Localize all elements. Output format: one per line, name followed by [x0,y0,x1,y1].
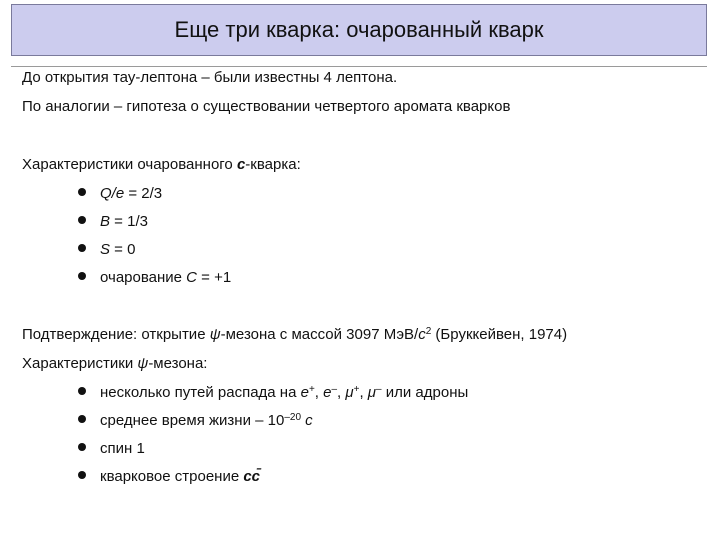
mu-minus-charge: – [376,384,382,395]
intro-line-1: До открытия тау-лептона – были известны 4 лептона. [22,69,398,86]
title-box [11,4,707,56]
strangeness-symbol: S [100,241,111,258]
bullet-dot [78,244,86,252]
psi-quark-structure [100,468,260,486]
confirmation-text-before: Подтверждение: открытие [22,326,210,343]
lifetime-unit: с [301,412,313,429]
charm-text: очарование [100,269,187,286]
c-quark-charge [100,185,162,203]
c-quark-symbol: c [236,156,246,173]
title-divider [11,66,707,67]
bullet-dot [78,415,86,423]
separator: , [337,384,346,401]
positron-symbol: e [300,384,309,401]
structure-text: кварковое строение [100,468,244,485]
psi-symbol: ψ [209,326,221,343]
separator: , [314,384,324,401]
c-quark-heading-suffix: -кварка: [245,156,301,173]
confirmation-line [22,326,567,344]
decay-text: несколько путей распада на [100,384,301,401]
lifetime-exponent: –20 [284,412,302,423]
psi-lifetime [100,412,313,430]
c-quark-heading [22,156,301,174]
c-quark-charm [100,269,231,287]
psi-meson-heading [22,355,207,373]
bullet-dot [78,272,86,280]
electron-charge: – [331,384,338,395]
charm-symbol: C [186,269,198,286]
structure-symbol: cc̄ [243,468,261,485]
psi-heading-symbol: ψ [137,355,149,372]
electron-symbol: e [323,384,332,401]
bullet-dot [78,387,86,395]
baryon-symbol: B [100,213,111,230]
psi-spin: спин 1 [100,440,145,457]
charge-value: = 2/3 [124,185,163,202]
c-quark-heading-text: Характеристики очарованного [22,156,237,173]
confirmation-text-after: (Бруккейвен, 1974) [431,326,568,343]
charge-symbol: Q/e [100,185,125,202]
confirmation-text-mid: -мезона с массой 3097 МэВ/ [220,326,419,343]
mu-minus-symbol: μ [367,384,377,401]
c-quark-strangeness [100,241,135,259]
bullet-dot [78,188,86,196]
strangeness-value: = 0 [110,241,136,258]
bullet-dot [78,471,86,479]
c-quark-baryon [100,213,148,231]
slide-title: Еще три кварка: очарованный кварк [174,17,544,42]
c-symbol: c [418,326,426,343]
psi-decay-modes [100,384,468,402]
baryon-value: = 1/3 [110,213,148,230]
charm-value: = +1 [197,269,232,286]
mu-plus-symbol: μ [345,384,354,401]
exponent: 2 [425,326,432,337]
intro-line-2: По аналогии – гипотеза о существовании четвертого аромата кварков [22,98,511,115]
psi-heading-text: Характеристики [22,355,138,372]
lifetime-text: среднее время жизни – 10 [100,412,285,429]
separator: , [359,384,368,401]
positron-charge: + [308,384,315,395]
bullet-dot [78,216,86,224]
bullet-dot [78,443,86,451]
decay-tail: или адроны [381,384,469,401]
psi-heading-suffix: -мезона: [148,355,208,372]
mu-plus-charge: + [353,384,360,395]
